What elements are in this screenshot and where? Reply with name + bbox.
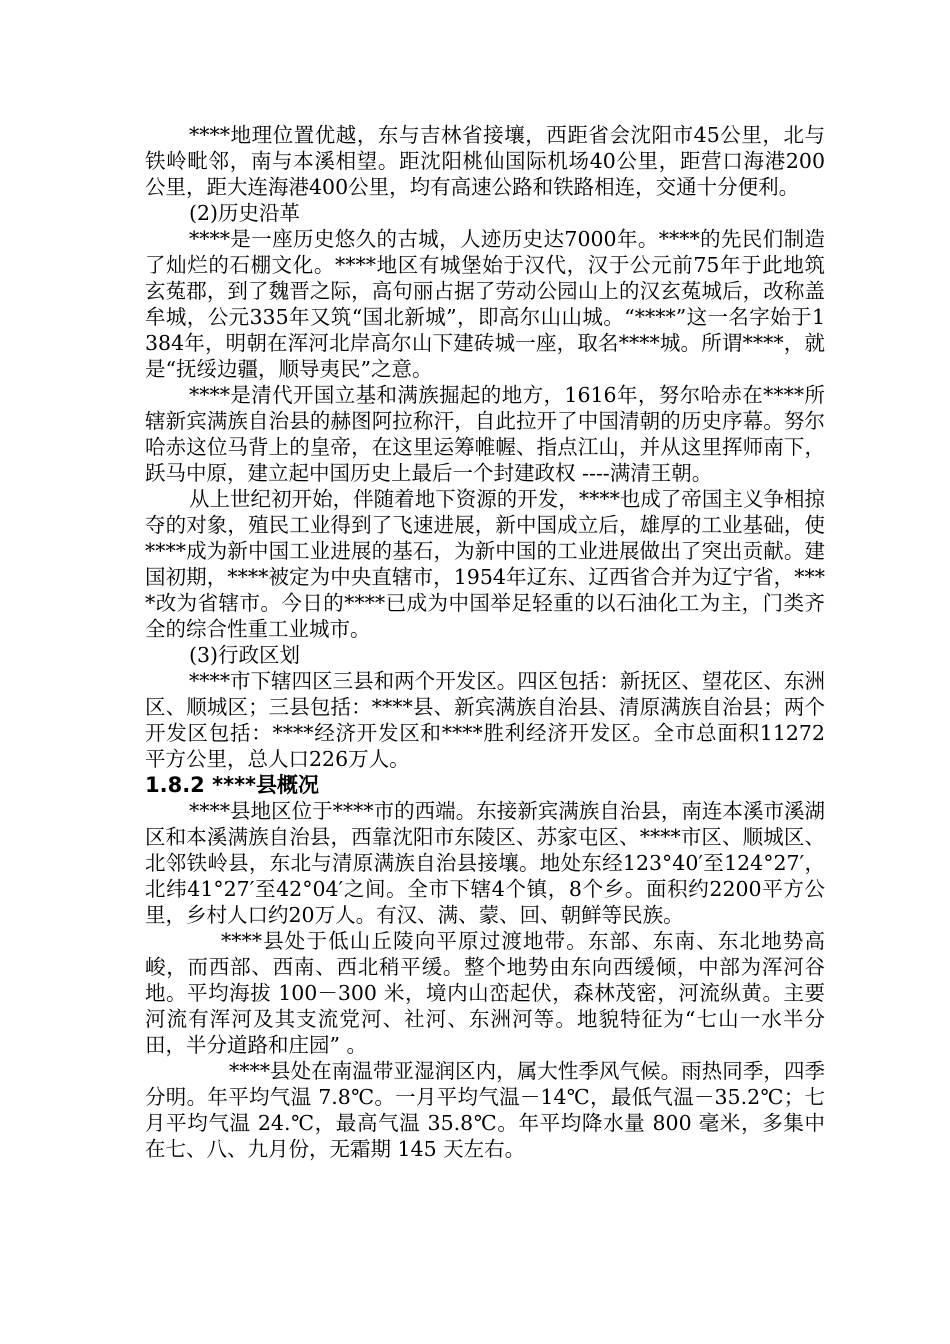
section-title-county: 1.8.2 ****县概况 [145,773,320,797]
paragraph-county-climate: ****县处在南温带亚湿润区内，属大性季风气候。雨热同季，四季分明。年平均气温 7.8℃。一月平均气温－14℃，最低气温－35.2℃；七月平均气温 24.℃，最高气温 35.8℃。年平均降水量 800 毫米，多集中在七、八、九月份，无霜期 145 天左右。 [145,1059,825,1161]
paragraph-administrative: ****市下辖四区三县和两个开发区。四区包括：新抚区、望花区、东洲区、顺城区；三县包括：****县、新宾满族自治县、清原满族自治县；两个开发区包括：****经济开发区和****胜利经济开发区。全市总面积11272平方公里，总人口226万人。 [145,669,825,771]
paragraph-history-qing: ****是清代开国立基和满族掘起的地方，1616年，努尔哈赤在****所辖新宾满族自治县的赫图阿拉称汗，自此拉开了中国清朝的历史序幕。努尔哈赤这位马背上的皇帝，在这里运筹帷幄、指点江山，并从这里挥师南下，跃马中原，建立起中国历史上最后一个封建政权 ----满清王朝。 [145,383,825,485]
heading-administrative: (3)行政区划 [189,643,301,667]
paragraph-county-location: ****县地区位于****市的西端。东接新宾满族自治县，南连本溪市溪湖区和本溪满族自治县，西靠沈阳市东陵区、苏家屯区、****市区、顺城区、北邻铁岭县，东北与清原满族自治县接壤。地处东经123°40′至124°27′，北纬41°27′至42°04′之间。全市下辖4个镇，8个乡。面积约2200平方公里，乡村人口约20万人。有汉、满、蒙、回、朝鲜等民族。 [145,799,825,927]
heading-history: (2)历史沿革 [189,201,301,225]
paragraph-location: ****地理位置优越，东与吉林省接壤，西距省会沈阳市45公里，北与铁岭毗邻，南与本溪相望。距沈阳桃仙国际机场40公里，距营口海港200公里，距大连海港400公里，均有高速公路和铁路相连，交通十分便利。 [145,123,825,199]
paragraph-history-modern: 从上世纪初开始，伴随着地下资源的开发，****也成了帝国主义争相掠夺的对象，殖民工业得到了飞速进展，新中国成立后，雄厚的工业基础，使****成为新中国工业进展的基石，为新中国的工业进展做出了突出贡献。建国初期，****被定为中央直辖市，1954年辽东、辽西省合并为辽宁省，****改为省辖市。今日的****已成为中国举足轻重的以石油化工为主，门类齐全的综合性重工业城市。 [145,487,825,641]
paragraph-county-terrain: ****县处于低山丘陵向平原过渡地带。东部、东南、东北地势高峻，而西部、西南、西北稍平缓。整个地势由东向西缓倾，中部为浑河谷地。平均海拔 100－300 米，境内山峦起伏，森林茂密，河流纵黄。主要河流有浑河及其支流党河、社河、东洲河等。地貌特征为“七山一水半分田，半分道路和庄园” 。 [145,929,825,1057]
document-page [145,122,825,1162]
paragraph-history-ancient: ****是一座历史悠久的古城，人迹历史达7000年。****的先民们制造了灿烂的石棚文化。****地区有城堡始于汉代，汉于公元前75年于此地筑玄菟郡，到了魏晋之际，高句丽占据了劳动公园山上的汉玄菟城后，改称盖牟城，公元335年又筑“国北新城”，即高尔山山城。“****”这一名字始于1384年，明朝在浑河北岸高尔山下建砖城一座，取名****城。所谓****，就是“抚绥边疆，顺导夷民”之意。 [145,227,825,381]
